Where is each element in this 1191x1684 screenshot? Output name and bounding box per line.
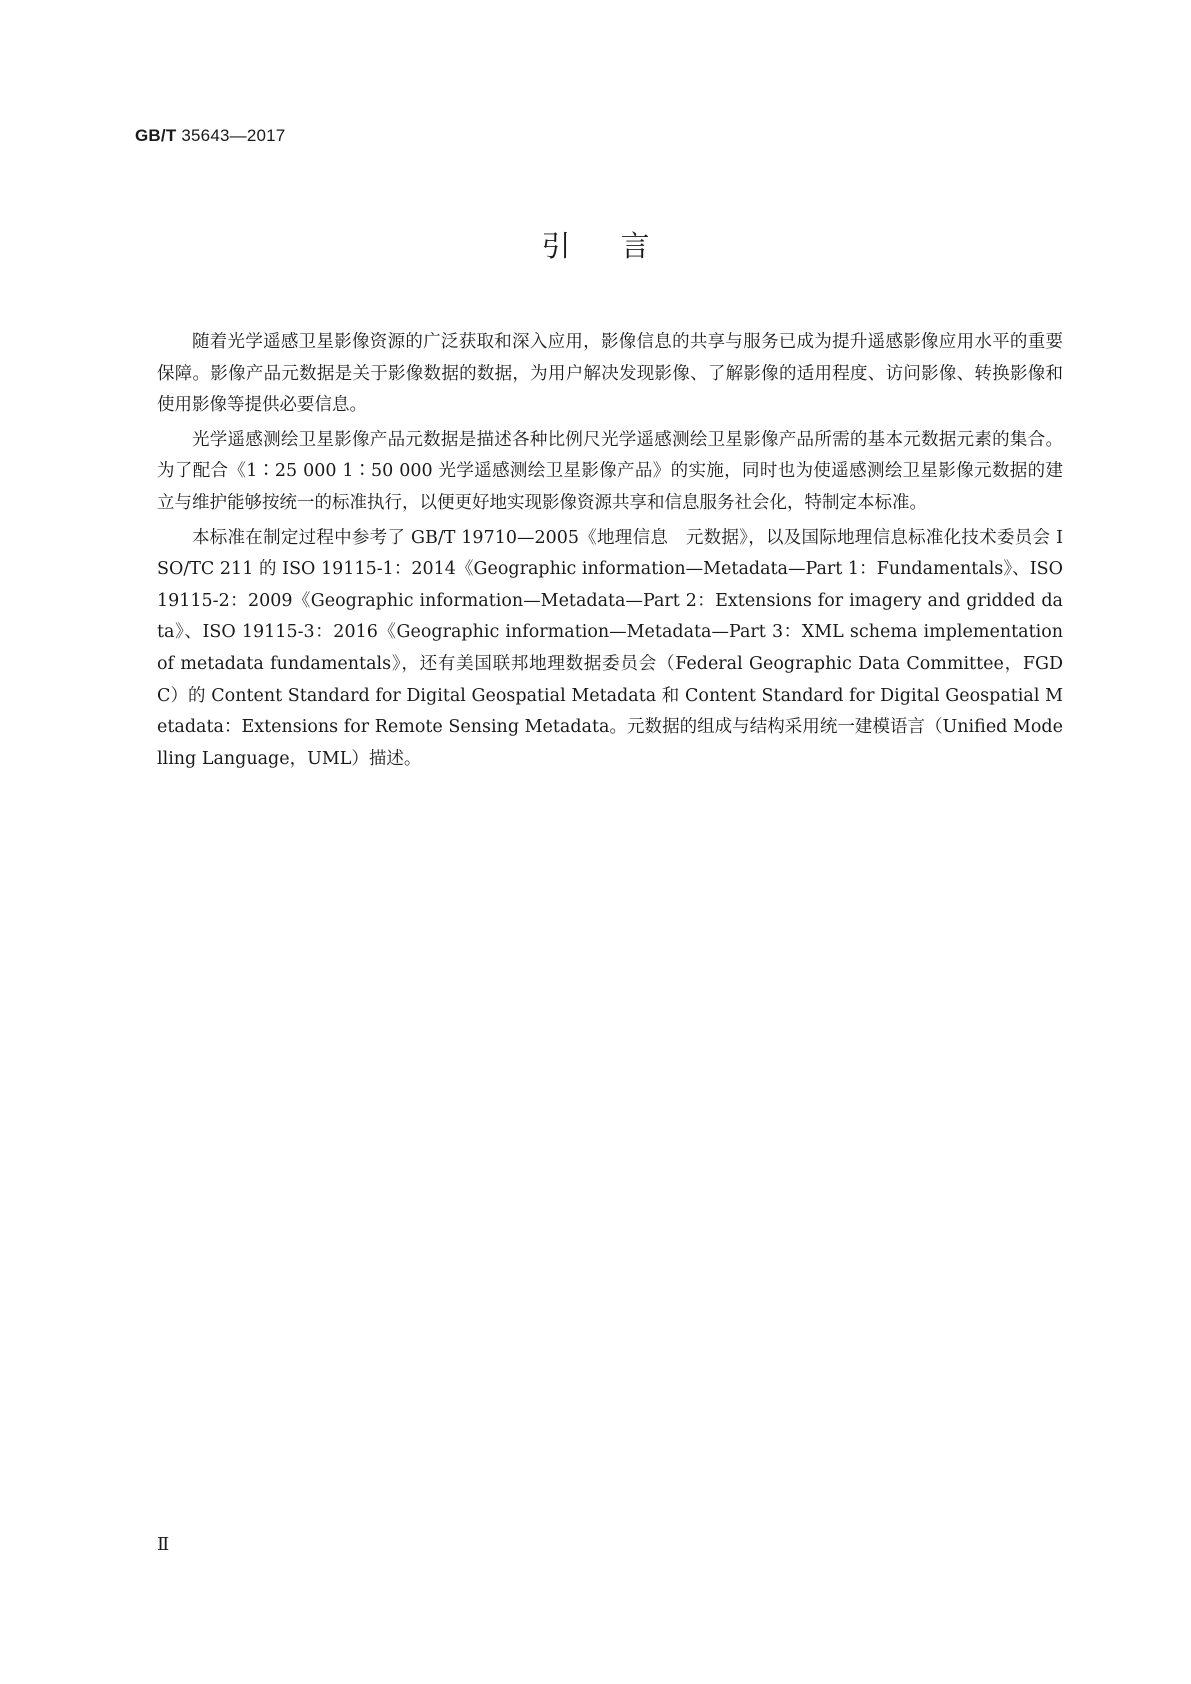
- standard-prefix: GB/T: [135, 126, 177, 145]
- page-number: Ⅱ: [157, 1534, 170, 1555]
- introduction-body: [157, 327, 1063, 778]
- paragraph: 光学遥感测绘卫星影像产品元数据是描述各种比例尺光学遥感测绘卫星影像产品所需的基本元数据元素的集合。为了配合《1∶25 000 1∶50 000 光学遥感测绘卫星影像产品》的实施，同时也为使遥感测绘卫星影像元数据的建立与维护能够按统一的标准执行，以便更好地实现影像资源共享和信息服务社会化，特制定本标准。: [157, 429, 1063, 513]
- paragraph: 随着光学遥感卫星影像资源的广泛获取和深入应用，影像信息的共享与服务已成为提升遥感影像应用水平的重要保障。影像产品元数据是关于影像数据的数据，为用户解决发现影像、了解影像的适用程度、访问影像、转换影像和使用影像等提供必要信息。: [157, 332, 1063, 416]
- document-header: [135, 126, 285, 146]
- page-title: 引言: [541, 229, 700, 263]
- paragraph: 本标准在制定过程中参考了 GB/T 19710—2005《地理信息 元数据》，以及国际地理信息标准化技术委员会 ISO/TC 211 的 ISO 19115-1：2014《Geographic information—Metadata—Part 1：Fundamentals》、ISO 19115-2：2009《Geographic information—Metadata—Part 2：Extensions for imagery and gridded data》、ISO 19115-3：2016《Geographic information—Metadata—Part 3：XML schema implementation of metadata fundamentals》，还有美国联邦地理数据委员会（Federal Geographic Data Committee，FGDC）的 Content Standard for Digital Geospatial Metadata 和 Content Standard for Digital Geospatial Metadata：Extensions for Remote Sensing Metadata。元数据的组成与结构采用统一建模语言（Unified Modelling Language，UML）描述。: [157, 527, 1063, 769]
- standard-number: 35643—2017: [181, 126, 286, 145]
